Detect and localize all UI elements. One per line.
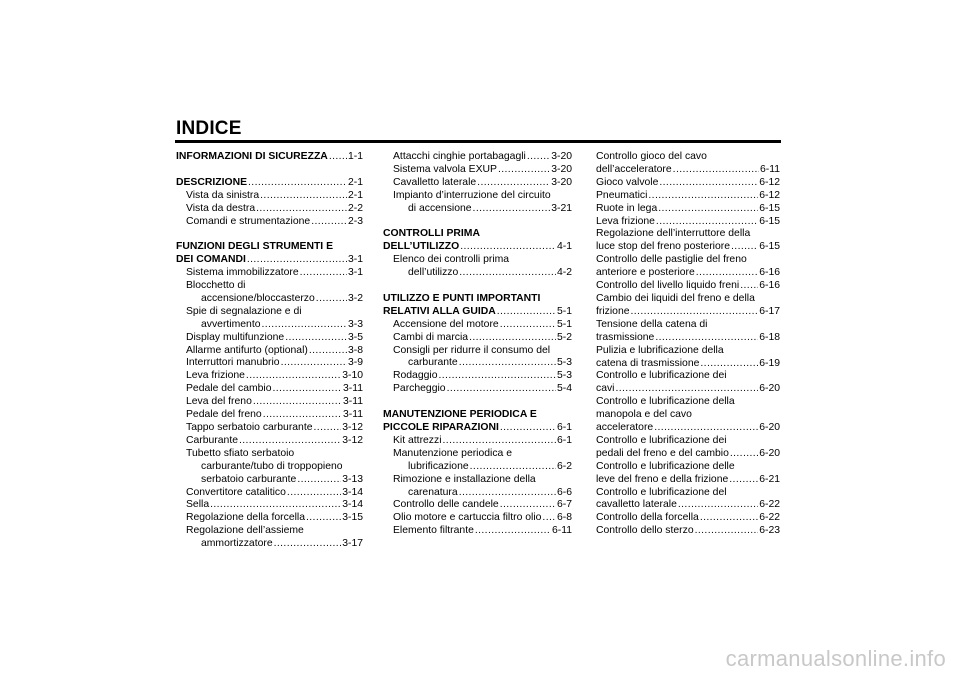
toc-entry[interactable] bbox=[383, 435, 572, 448]
toc-entry-label: carenatura bbox=[408, 486, 458, 498]
toc-page-number: 6-15 bbox=[759, 215, 780, 227]
toc-entry-label-line: Consigli per ridurre il consumo del bbox=[393, 344, 551, 356]
dot-leader bbox=[700, 512, 758, 525]
toc-entry[interactable] bbox=[176, 267, 363, 280]
toc-entry-label: Controllo della forcella bbox=[596, 512, 699, 524]
toc-entry[interactable] bbox=[383, 499, 572, 512]
dot-leader bbox=[246, 370, 341, 383]
toc-entry-label: ammortizzatore bbox=[201, 538, 273, 550]
dot-leader bbox=[273, 383, 342, 396]
toc-entry[interactable] bbox=[596, 319, 780, 345]
toc-page-number: 3-5 bbox=[347, 331, 363, 343]
dot-leader bbox=[659, 177, 758, 190]
toc-page-number: 3-13 bbox=[342, 473, 363, 485]
toc-page-number: 3-12 bbox=[342, 422, 363, 433]
toc-entry-label: Vista da sinistra bbox=[186, 189, 260, 201]
toc-entry-label-line: Tubetto sfiato serbatoio bbox=[186, 447, 295, 459]
toc-page-number: 5-3 bbox=[556, 357, 572, 369]
toc-entry-label-line: manopola e del cavo bbox=[596, 409, 692, 421]
toc-entry-label: Gioco valvole bbox=[596, 176, 659, 188]
toc-entry[interactable] bbox=[176, 487, 363, 500]
title-divider bbox=[175, 140, 781, 143]
dot-leader bbox=[253, 396, 342, 409]
toc-entry[interactable] bbox=[596, 151, 780, 177]
toc-entry-label: acceleratore bbox=[596, 422, 654, 434]
dot-leader bbox=[274, 538, 342, 551]
toc-page-number: 6-6 bbox=[556, 486, 572, 498]
toc-entry-label-line: Regolazione dell’assieme bbox=[186, 525, 304, 537]
toc-entry[interactable] bbox=[596, 370, 780, 396]
toc-entry-label: Tappo serbatoio carburante bbox=[186, 422, 313, 433]
toc-entry[interactable] bbox=[596, 203, 780, 216]
dot-leader bbox=[500, 319, 556, 332]
toc-entry[interactable] bbox=[176, 383, 363, 396]
toc-spacer bbox=[383, 396, 572, 409]
dot-leader bbox=[459, 357, 556, 370]
toc-entry[interactable] bbox=[596, 177, 780, 190]
toc-page-number: 3-14 bbox=[342, 499, 363, 511]
toc-page-number: 6-1 bbox=[556, 421, 572, 433]
dot-leader bbox=[740, 280, 758, 293]
toc-entry-label-line: Controllo e lubrificazione dei bbox=[596, 370, 727, 382]
toc-entry-label: Controllo delle candele bbox=[393, 499, 499, 511]
toc-entry-label-line: UTILIZZO E PUNTI IMPORTANTI bbox=[383, 292, 541, 304]
toc-entry-label-line: Regolazione dell’interruttore della bbox=[596, 228, 751, 240]
toc-entry-label-line: Controllo e lubrificazione dei bbox=[596, 434, 727, 446]
toc-entry-label-line: Spie di segnalazione e di bbox=[186, 305, 302, 317]
toc-entry[interactable] bbox=[383, 190, 572, 216]
toc-entry-label: Regolazione della forcella bbox=[186, 512, 305, 524]
dot-leader bbox=[655, 332, 758, 345]
dot-leader bbox=[329, 151, 347, 164]
toc-page-number: 3-21 bbox=[551, 202, 572, 214]
toc-page-number: 6-22 bbox=[759, 512, 780, 524]
toc-entry-label-line: Controllo gioco del cavo bbox=[596, 151, 707, 162]
toc-page-number: 6-23 bbox=[759, 525, 780, 537]
toc-page-number: 3-11 bbox=[342, 383, 363, 395]
dot-leader bbox=[648, 190, 758, 203]
toc-entry-label: Sistema valvola EXUP bbox=[393, 163, 497, 175]
toc-entry-label: carburante bbox=[408, 357, 458, 369]
toc-column-1 bbox=[176, 151, 363, 551]
toc-entry[interactable] bbox=[596, 190, 780, 203]
toc-entry-label: Parcheggio bbox=[393, 383, 446, 395]
dot-leader bbox=[247, 254, 347, 267]
toc-entry[interactable] bbox=[383, 177, 572, 190]
toc-page-number: 2-3 bbox=[347, 215, 363, 227]
toc-spacer bbox=[383, 216, 572, 229]
toc-entry-label: accensione/bloccasterzo bbox=[201, 292, 315, 304]
toc-page-number: 2-1 bbox=[347, 189, 363, 201]
toc-entry-label-line: MANUTENZIONE PERIODICA E bbox=[383, 409, 537, 421]
toc-entry-label: RELATIVI ALLA GUIDA bbox=[383, 305, 496, 317]
toc-entry[interactable] bbox=[596, 435, 780, 461]
toc-page-number: 6-20 bbox=[759, 447, 780, 459]
toc-page-number: 3-11 bbox=[342, 396, 363, 408]
toc-entry-label: Vista da destra bbox=[186, 202, 256, 214]
toc-entry-label: cavi bbox=[596, 383, 615, 395]
toc-entry[interactable] bbox=[596, 254, 780, 280]
toc-page-number: 3-8 bbox=[347, 344, 363, 356]
toc-entry[interactable] bbox=[383, 525, 572, 538]
toc-entry-label: Pedale del freno bbox=[186, 409, 262, 421]
dot-leader bbox=[497, 306, 556, 319]
toc-page-number: 6-2 bbox=[556, 460, 572, 472]
dot-leader bbox=[297, 474, 341, 487]
toc-entry-label-line: Controllo e lubrificazione della bbox=[596, 396, 735, 408]
toc-entry-label: Attacchi cinghie portabagagli bbox=[393, 151, 526, 162]
dot-leader bbox=[210, 499, 341, 512]
toc-entry[interactable] bbox=[176, 370, 363, 383]
toc-entry[interactable] bbox=[176, 332, 363, 345]
toc-entry-label: Convertitore catalitico bbox=[186, 486, 286, 498]
toc-entry-label: serbatoio carburante bbox=[201, 473, 297, 485]
toc-entry-label: Controllo del livello liquido freni bbox=[596, 280, 740, 292]
dot-leader bbox=[239, 435, 341, 448]
toc-entry-label-line: FUNZIONI DEGLI STRUMENTI E bbox=[176, 241, 334, 253]
toc-entry[interactable] bbox=[383, 151, 572, 164]
toc-page-number: 6-11 bbox=[759, 163, 780, 175]
dot-leader bbox=[673, 164, 759, 177]
toc-page-number: 3-20 bbox=[551, 163, 572, 175]
dot-leader bbox=[477, 177, 550, 190]
toc-page-number: 2-1 bbox=[347, 176, 363, 188]
toc-page-number: 5-1 bbox=[556, 305, 572, 317]
toc-entry[interactable] bbox=[176, 306, 363, 332]
toc-entry-label: luce stop del freno posteriore bbox=[596, 241, 731, 253]
dot-leader bbox=[443, 435, 556, 448]
dot-leader bbox=[500, 499, 556, 512]
toc-entry-label: Cambi di marcia bbox=[393, 331, 469, 343]
toc-entry-label: Pneumatici bbox=[596, 189, 648, 201]
toc-page-number: 3-15 bbox=[342, 512, 363, 524]
dot-leader bbox=[314, 422, 342, 435]
toc-entry-label: Comandi e strumentazione bbox=[186, 215, 311, 227]
toc-page-number: 6-18 bbox=[759, 331, 780, 343]
toc-entry-label: di accensione bbox=[408, 202, 472, 214]
toc-entry[interactable] bbox=[176, 216, 363, 229]
toc-entry-label: Ruote in lega bbox=[596, 202, 658, 214]
toc-entry-label: leve del freno e della frizione bbox=[596, 473, 729, 485]
toc-spacer bbox=[383, 280, 572, 293]
toc-entry[interactable] bbox=[176, 409, 363, 422]
toc-page-number: 5-3 bbox=[556, 370, 572, 382]
toc-entry[interactable] bbox=[596, 293, 780, 319]
toc-page-number: 3-12 bbox=[342, 434, 363, 446]
toc-entry-label: frizione bbox=[596, 305, 630, 317]
dot-leader bbox=[460, 241, 556, 254]
toc-entry[interactable] bbox=[596, 216, 780, 229]
dot-leader bbox=[459, 487, 556, 500]
dot-leader bbox=[260, 190, 347, 203]
toc-entry[interactable] bbox=[176, 448, 363, 487]
toc-section-entry[interactable] bbox=[176, 241, 363, 267]
dot-leader bbox=[447, 383, 556, 396]
toc-page-number: 3-3 bbox=[347, 318, 363, 330]
toc-entry-label-line: Cambio dei liquidi del freno e della bbox=[596, 292, 755, 304]
toc-entry-label: lubrificazione bbox=[408, 460, 469, 472]
dot-leader bbox=[656, 216, 758, 229]
toc-section-entry[interactable] bbox=[383, 228, 572, 254]
toc-entry[interactable] bbox=[176, 422, 363, 435]
toc-entry[interactable] bbox=[176, 499, 363, 512]
toc-entry[interactable] bbox=[176, 357, 363, 370]
toc-entry[interactable] bbox=[176, 525, 363, 551]
dot-leader bbox=[731, 241, 758, 254]
toc-entry[interactable] bbox=[383, 319, 572, 332]
dot-leader bbox=[300, 267, 347, 280]
toc-entry-label-line: Controllo delle pastiglie del freno bbox=[596, 254, 747, 266]
toc-section-entry[interactable] bbox=[383, 409, 572, 435]
dot-leader bbox=[263, 409, 342, 422]
dot-leader bbox=[500, 422, 556, 435]
toc-page-number: 6-7 bbox=[556, 499, 572, 511]
dot-leader bbox=[256, 203, 347, 216]
toc-entry-label-line: Rimozione e installazione della bbox=[393, 473, 536, 485]
toc-entry-label-line: carburante/tubo di troppopieno bbox=[201, 460, 343, 472]
toc-entry[interactable] bbox=[383, 512, 572, 525]
toc-entry[interactable] bbox=[176, 280, 363, 306]
toc-entry-label: Sistema immobilizzatore bbox=[186, 267, 299, 279]
toc-page-number: 6-15 bbox=[759, 202, 780, 214]
toc-page-number: 3-11 bbox=[342, 409, 363, 421]
toc-page-number: 3-2 bbox=[347, 292, 363, 304]
toc-page-number: 5-1 bbox=[556, 318, 572, 330]
toc-section-entry[interactable] bbox=[383, 293, 572, 319]
toc-entry-label: DEI COMANDI bbox=[176, 254, 246, 266]
toc-entry-label-line: Elenco dei controlli prima bbox=[393, 254, 510, 266]
toc-entry[interactable] bbox=[383, 474, 572, 500]
toc-page-number: 3-17 bbox=[342, 538, 363, 550]
dot-leader bbox=[261, 319, 346, 332]
toc-spacer bbox=[176, 164, 363, 177]
toc-entry-label-line: CONTROLLI PRIMA bbox=[383, 228, 480, 240]
dot-leader bbox=[658, 203, 758, 216]
toc-page-number: 6-16 bbox=[759, 280, 780, 292]
toc-entry-label-line: Controllo e lubrificazione delle bbox=[596, 460, 735, 472]
toc-entry[interactable] bbox=[383, 332, 572, 345]
toc-page-number: 6-11 bbox=[551, 525, 572, 537]
toc-entry[interactable] bbox=[383, 345, 572, 371]
dot-leader bbox=[248, 177, 347, 190]
toc-entry-label: dell’acceleratore bbox=[596, 163, 672, 175]
toc-entry-label: cavalletto laterale bbox=[596, 499, 677, 511]
toc-page-number: 3-10 bbox=[342, 370, 363, 382]
toc-entry-label: Cavalletto laterale bbox=[393, 176, 477, 188]
toc-page-number: 6-20 bbox=[759, 422, 780, 434]
toc-entry-label-line: Impianto d’interruzione del circuito bbox=[393, 189, 551, 201]
toc-entry[interactable] bbox=[383, 383, 572, 396]
dot-leader bbox=[316, 293, 347, 306]
toc-page-number: 4-1 bbox=[556, 241, 572, 253]
toc-entry-label: Carburante bbox=[186, 434, 238, 446]
toc-entry-label: Sella bbox=[186, 499, 210, 511]
watermark-url: carmanualsonline.info bbox=[725, 646, 946, 671]
dot-leader bbox=[729, 474, 758, 487]
toc-entry-label: DELL’UTILIZZO bbox=[383, 241, 460, 253]
dot-leader bbox=[730, 448, 758, 461]
toc-entry-label: PICCOLE RIPARAZIONI bbox=[383, 421, 499, 433]
toc-entry-label: Allarme antifurto (optional) bbox=[186, 344, 308, 356]
toc-page-number: 3-1 bbox=[347, 267, 363, 279]
toc-entry[interactable] bbox=[596, 345, 780, 371]
toc-page-number: 3-20 bbox=[551, 176, 572, 188]
toc-entry[interactable] bbox=[596, 461, 780, 487]
toc-page-number: 6-21 bbox=[759, 473, 780, 485]
toc-page-number: 6-19 bbox=[759, 357, 780, 369]
dot-leader bbox=[439, 370, 556, 383]
toc-entry-label: DESCRIZIONE bbox=[176, 176, 248, 188]
toc-entry[interactable] bbox=[383, 164, 572, 177]
toc-entry[interactable] bbox=[176, 435, 363, 448]
toc-entry[interactable] bbox=[176, 190, 363, 203]
dot-leader bbox=[631, 306, 759, 319]
toc-entry[interactable] bbox=[383, 254, 572, 280]
toc-entry[interactable] bbox=[596, 525, 780, 538]
toc-page-number: 3-20 bbox=[551, 151, 572, 162]
dot-leader bbox=[695, 525, 759, 538]
dot-leader bbox=[678, 499, 758, 512]
toc-page-number: 6-1 bbox=[556, 434, 572, 446]
dot-leader bbox=[311, 216, 347, 229]
toc-column-2 bbox=[383, 151, 572, 538]
toc-entry[interactable] bbox=[596, 512, 780, 525]
toc-spacer bbox=[176, 228, 363, 241]
toc-page-number: 5-2 bbox=[556, 331, 572, 343]
toc-entry[interactable] bbox=[596, 228, 780, 254]
toc-column-3 bbox=[596, 151, 780, 538]
toc-page-number: 6-17 bbox=[759, 305, 780, 317]
dot-leader bbox=[285, 332, 347, 345]
toc-entry[interactable] bbox=[596, 487, 780, 513]
toc-page-number: 2-2 bbox=[347, 202, 363, 214]
toc-entry[interactable] bbox=[176, 512, 363, 525]
dot-leader bbox=[287, 487, 341, 500]
dot-leader bbox=[654, 422, 758, 435]
toc-entry-label: Olio motore e cartuccia filtro olio bbox=[393, 512, 542, 524]
toc-page-number: 5-4 bbox=[556, 383, 572, 395]
toc-entry-label: Leva frizione bbox=[596, 215, 655, 227]
toc-entry[interactable] bbox=[596, 280, 780, 293]
dot-leader bbox=[696, 267, 758, 280]
dot-leader bbox=[542, 512, 556, 525]
toc-entry-label: INFORMAZIONI DI SICUREZZA bbox=[176, 151, 328, 162]
toc-entry[interactable] bbox=[596, 396, 780, 435]
toc-entry[interactable] bbox=[176, 345, 363, 358]
toc-entry-label-line: Manutenzione periodica e bbox=[393, 447, 512, 459]
toc-entry[interactable] bbox=[176, 203, 363, 216]
dot-leader bbox=[459, 267, 556, 280]
dot-leader bbox=[498, 164, 550, 177]
toc-entry-label: pedali del freno e del cambio bbox=[596, 447, 729, 459]
toc-page-number: 3-9 bbox=[347, 357, 363, 369]
toc-entry[interactable] bbox=[383, 448, 572, 474]
toc-entry-label: Rodaggio bbox=[393, 370, 438, 382]
dot-leader bbox=[527, 151, 550, 164]
toc-entry-label: Leva del freno bbox=[186, 396, 252, 408]
toc-entry-label: trasmissione bbox=[596, 331, 655, 343]
toc-page-number: 3-14 bbox=[342, 486, 363, 498]
toc-section-entry[interactable] bbox=[176, 177, 363, 190]
dot-leader bbox=[281, 357, 347, 370]
toc-entry[interactable] bbox=[176, 396, 363, 409]
toc-page-number: 6-20 bbox=[759, 383, 780, 395]
toc-entry-label-line: Controllo e lubrificazione del bbox=[596, 486, 727, 498]
toc-entry-label: Pedale del cambio bbox=[186, 383, 272, 395]
toc-entry[interactable] bbox=[383, 370, 572, 383]
dot-leader bbox=[470, 461, 556, 474]
dot-leader bbox=[473, 203, 551, 216]
toc-section-entry[interactable] bbox=[176, 151, 363, 164]
toc-page-number: 6-22 bbox=[759, 499, 780, 511]
toc-page-number: 6-12 bbox=[759, 176, 780, 188]
toc-entry-label: Elemento filtrante bbox=[393, 525, 474, 537]
toc-entry-label: avvertimento bbox=[201, 318, 261, 330]
toc-entry-label: anteriore e posteriore bbox=[596, 267, 695, 279]
toc-entry-label: Interruttori manubrio bbox=[186, 357, 280, 369]
toc-entry-label: Kit attrezzi bbox=[393, 434, 442, 446]
dot-leader bbox=[475, 525, 551, 538]
toc-entry-label: catena di trasmissione bbox=[596, 357, 700, 369]
toc-page-number: 1-1 bbox=[347, 151, 363, 162]
page-title: INDICE bbox=[176, 118, 242, 139]
toc-entry-label: dell’utilizzo bbox=[408, 267, 459, 279]
toc-entry-label: Display multifunzione bbox=[186, 331, 285, 343]
dot-leader bbox=[469, 332, 556, 345]
toc-page-number: 3-1 bbox=[347, 254, 363, 266]
toc-page-number: 6-15 bbox=[759, 241, 780, 253]
toc-entry-label: Controllo dello sterzo bbox=[596, 525, 694, 537]
dot-leader bbox=[700, 358, 758, 371]
toc-page-number: 6-12 bbox=[759, 189, 780, 201]
toc-entry-label-line: Tensione della catena di bbox=[596, 318, 708, 330]
toc-entry-label: Accensione del motore bbox=[393, 318, 499, 330]
toc-page-number: 6-16 bbox=[759, 267, 780, 279]
dot-leader bbox=[306, 512, 341, 525]
toc-entry-label: Leva frizione bbox=[186, 370, 245, 382]
toc-entry-label-line: Pulizia e lubrificazione della bbox=[596, 344, 724, 356]
dot-leader bbox=[615, 383, 758, 396]
toc-page-number: 4-2 bbox=[556, 267, 572, 279]
toc-entry-label-line: Blocchetto di bbox=[186, 280, 246, 292]
dot-leader bbox=[309, 345, 347, 358]
toc-page-number: 6-8 bbox=[556, 512, 572, 524]
